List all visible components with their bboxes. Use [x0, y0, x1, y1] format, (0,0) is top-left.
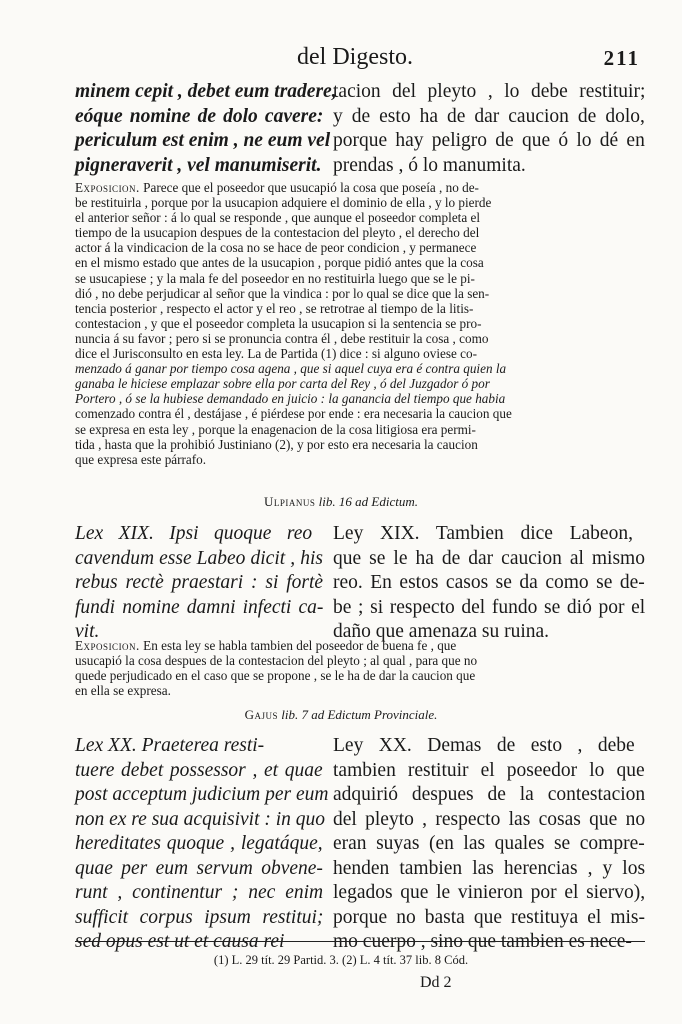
spanish-line: mo cuerpo , sino que tambien es nece-	[333, 931, 632, 952]
latin-line: rebus rectè praestari : si fortè	[75, 572, 324, 593]
expo-line: usucapió la cosa despues de la contestacion del pleyto ; al qual , para que no	[75, 653, 478, 669]
source-author: Ulpianus	[264, 494, 316, 509]
expo-line: en ella se expresa.	[75, 683, 171, 699]
latin-line: hereditates quoque , legatáque,	[75, 833, 323, 854]
expo-line: quede perjudicado en el caso que se propone , se le ha de dar la caucion que	[75, 668, 476, 684]
latin-line: Lex XIX. Ipsi quoque reo	[75, 523, 313, 544]
expo-line: en el mismo estado que antes de la usucapion , porque pidió antes que la cosa	[75, 255, 484, 271]
exposicion-paragraph	[75, 638, 645, 698]
latin-line: sed opus est ut et causa rei	[75, 931, 285, 952]
latin-line: minem cepit , debet eum tradere,	[75, 81, 337, 102]
latin-line: pigneraverit , vel manumiserit.	[75, 154, 322, 176]
latin-column	[75, 80, 337, 178]
expo-line: tida , hasta que la prohibió Justiniano (2), y por esto era necesaria la caucion	[75, 436, 478, 452]
page-title: del Digesto.	[297, 44, 413, 70]
spanish-line: Ley XX. Demas de esto , debe	[333, 735, 635, 756]
spanish-line: y de esto ha de dar caucion de dolo,	[333, 105, 645, 127]
signature-mark: Dd 2	[420, 974, 452, 991]
expo-line: En esta ley se habla tambien del poseedor de buena fe , que	[139, 638, 457, 653]
expo-line: ganaba le hiciese emplazar sobre ella por carta del Rey , ó del Juzgador ó por	[75, 376, 490, 392]
latin-line: tuere debet possessor , et quae	[75, 759, 323, 781]
spanish-column	[333, 80, 645, 178]
lex-19	[75, 522, 645, 647]
latin-line: Lex XX. Praeterea resti-	[75, 735, 265, 756]
latin-column	[75, 522, 323, 645]
expo-line: menzado á ganar por tiempo cosa agena , que si aquel cuya era é contra quien la	[75, 361, 507, 377]
running-header	[70, 44, 640, 74]
spanish-line: Ley XIX. Tambien dice Labeon,	[333, 523, 633, 544]
expo-line: Portero , ó se la hubiese demandado en juicio : la ganancia del tiempo que habia	[75, 391, 506, 407]
source-citation	[0, 494, 682, 510]
page-number: 211	[603, 46, 640, 70]
spanish-line: legados que le vinieron por el siervo),	[333, 882, 646, 903]
lex-20	[75, 734, 646, 952]
spanish-line: prendas , ó lo manumita.	[333, 154, 526, 176]
expo-line: se usucapiese ; y la mala fe del poseedor en no restituirla luego que se le pi-	[75, 270, 475, 286]
expo-line: que expresa este párrafo.	[75, 451, 207, 467]
source-work: lib. 16 ad Edictum.	[318, 494, 418, 509]
latin-line: cavendum esse Labeo dicit , his	[75, 547, 323, 569]
latin-line: runt , continentur ; nec enim	[75, 882, 324, 903]
spanish-line: porque no basta que restituya el mis-	[333, 906, 646, 928]
law-continuation	[75, 80, 645, 180]
expo-line: tiempo de la usucapion despues de la contestacion del pleyto , el derecho del	[75, 225, 480, 241]
spanish-line: daño que amenaza su ruina.	[333, 621, 550, 642]
expo-line: dió , no debe perjudicar al señor que la vindica : por lo qual se dice que la sen-	[75, 285, 490, 301]
spanish-line: henden tambien las herencias , y los	[333, 857, 646, 879]
footnote-divider	[75, 941, 645, 942]
expo-line: dice el Jurisconsulto en esta ley. La de Partida (1) dice : si alguno oviese co-	[75, 346, 477, 362]
latin-line: eóque nomine de dolo cavere:	[75, 105, 324, 127]
expo-line: tencia posterior , respecto el actor y el reo , se retrotrae al tiempo de la litis-	[75, 300, 474, 316]
exposicion-paragraph	[75, 180, 645, 467]
expo-line: nuncia á su favor ; pero si se pronuncia contra él , debe restituir la cosa , como	[75, 330, 489, 346]
latin-line: vit.	[75, 621, 100, 642]
expo-line: el anterior señor : á lo qual se responde , que aunque el poseedor completa el	[75, 210, 481, 226]
latin-line: non ex re sua acquisivit : in quo	[75, 808, 326, 830]
latin-line: post acceptum judicium per eum	[75, 784, 329, 805]
spanish-line: tacion del pleyto , lo debe restituir;	[333, 81, 646, 102]
expo-line: actor á la vindicacion de la cosa no se hace de peor condicion , y permanece	[75, 240, 477, 256]
spanish-column	[333, 522, 645, 645]
expo-line: Parece que el poseedor que usucapió la cosa que poseía , no de-	[139, 180, 479, 195]
source-author: Gajus	[244, 707, 278, 722]
spanish-line: be ; si respecto del fundo se dió por el	[333, 596, 646, 618]
latin-column	[75, 734, 329, 955]
spanish-line: tambien restituir el poseedor lo que	[333, 759, 645, 781]
source-citation	[0, 707, 682, 723]
spanish-line: que se le ha de dar caucion al mismo	[333, 547, 645, 569]
footnotes: (1) L. 29 tít. 29 Partid. 3. (2) L. 4 tít. 37 lib. 8 Cód.	[213, 953, 469, 967]
spanish-line: porque hay peligro de que ó lo dé en	[333, 130, 645, 151]
expo-line: contestacion , y que el poseedor completa la usucapion si la sentencia se pro-	[75, 315, 482, 331]
source-work: lib. 7 ad Edictum Provinciale.	[281, 707, 438, 722]
spanish-line: adquirió despues de la contestacion	[333, 784, 646, 805]
expo-line: se expresa en esta ley , porque la enagenacion de la cosa litigiosa era permi-	[75, 421, 476, 437]
exposicion-label: Exposicion.	[75, 638, 140, 653]
latin-line: quae per eum servum obvene-	[75, 857, 323, 879]
spanish-line: del pleyto , respecto las cosas que no	[333, 808, 646, 830]
expo-line: comenzado contra él , destájase , é piérdese por ende : era necesaria la caucion que	[75, 406, 512, 422]
latin-line: periculum est enim , ne eum vel	[75, 130, 331, 151]
exposicion-label: Exposicion.	[75, 180, 140, 195]
spanish-line: eran suyas (en las quales se compre-	[333, 833, 645, 854]
latin-line: fundi nomine damni infecti ca-	[75, 596, 324, 618]
spanish-line: reo. En estos casos se da como se de-	[333, 572, 645, 593]
expo-line: be restituirla , porque por la usucapion adquiere el dominio de ella , y lo pierde	[75, 195, 492, 211]
spanish-column	[333, 734, 645, 955]
latin-line: sufficit corpus ipsum restitui;	[75, 906, 324, 928]
